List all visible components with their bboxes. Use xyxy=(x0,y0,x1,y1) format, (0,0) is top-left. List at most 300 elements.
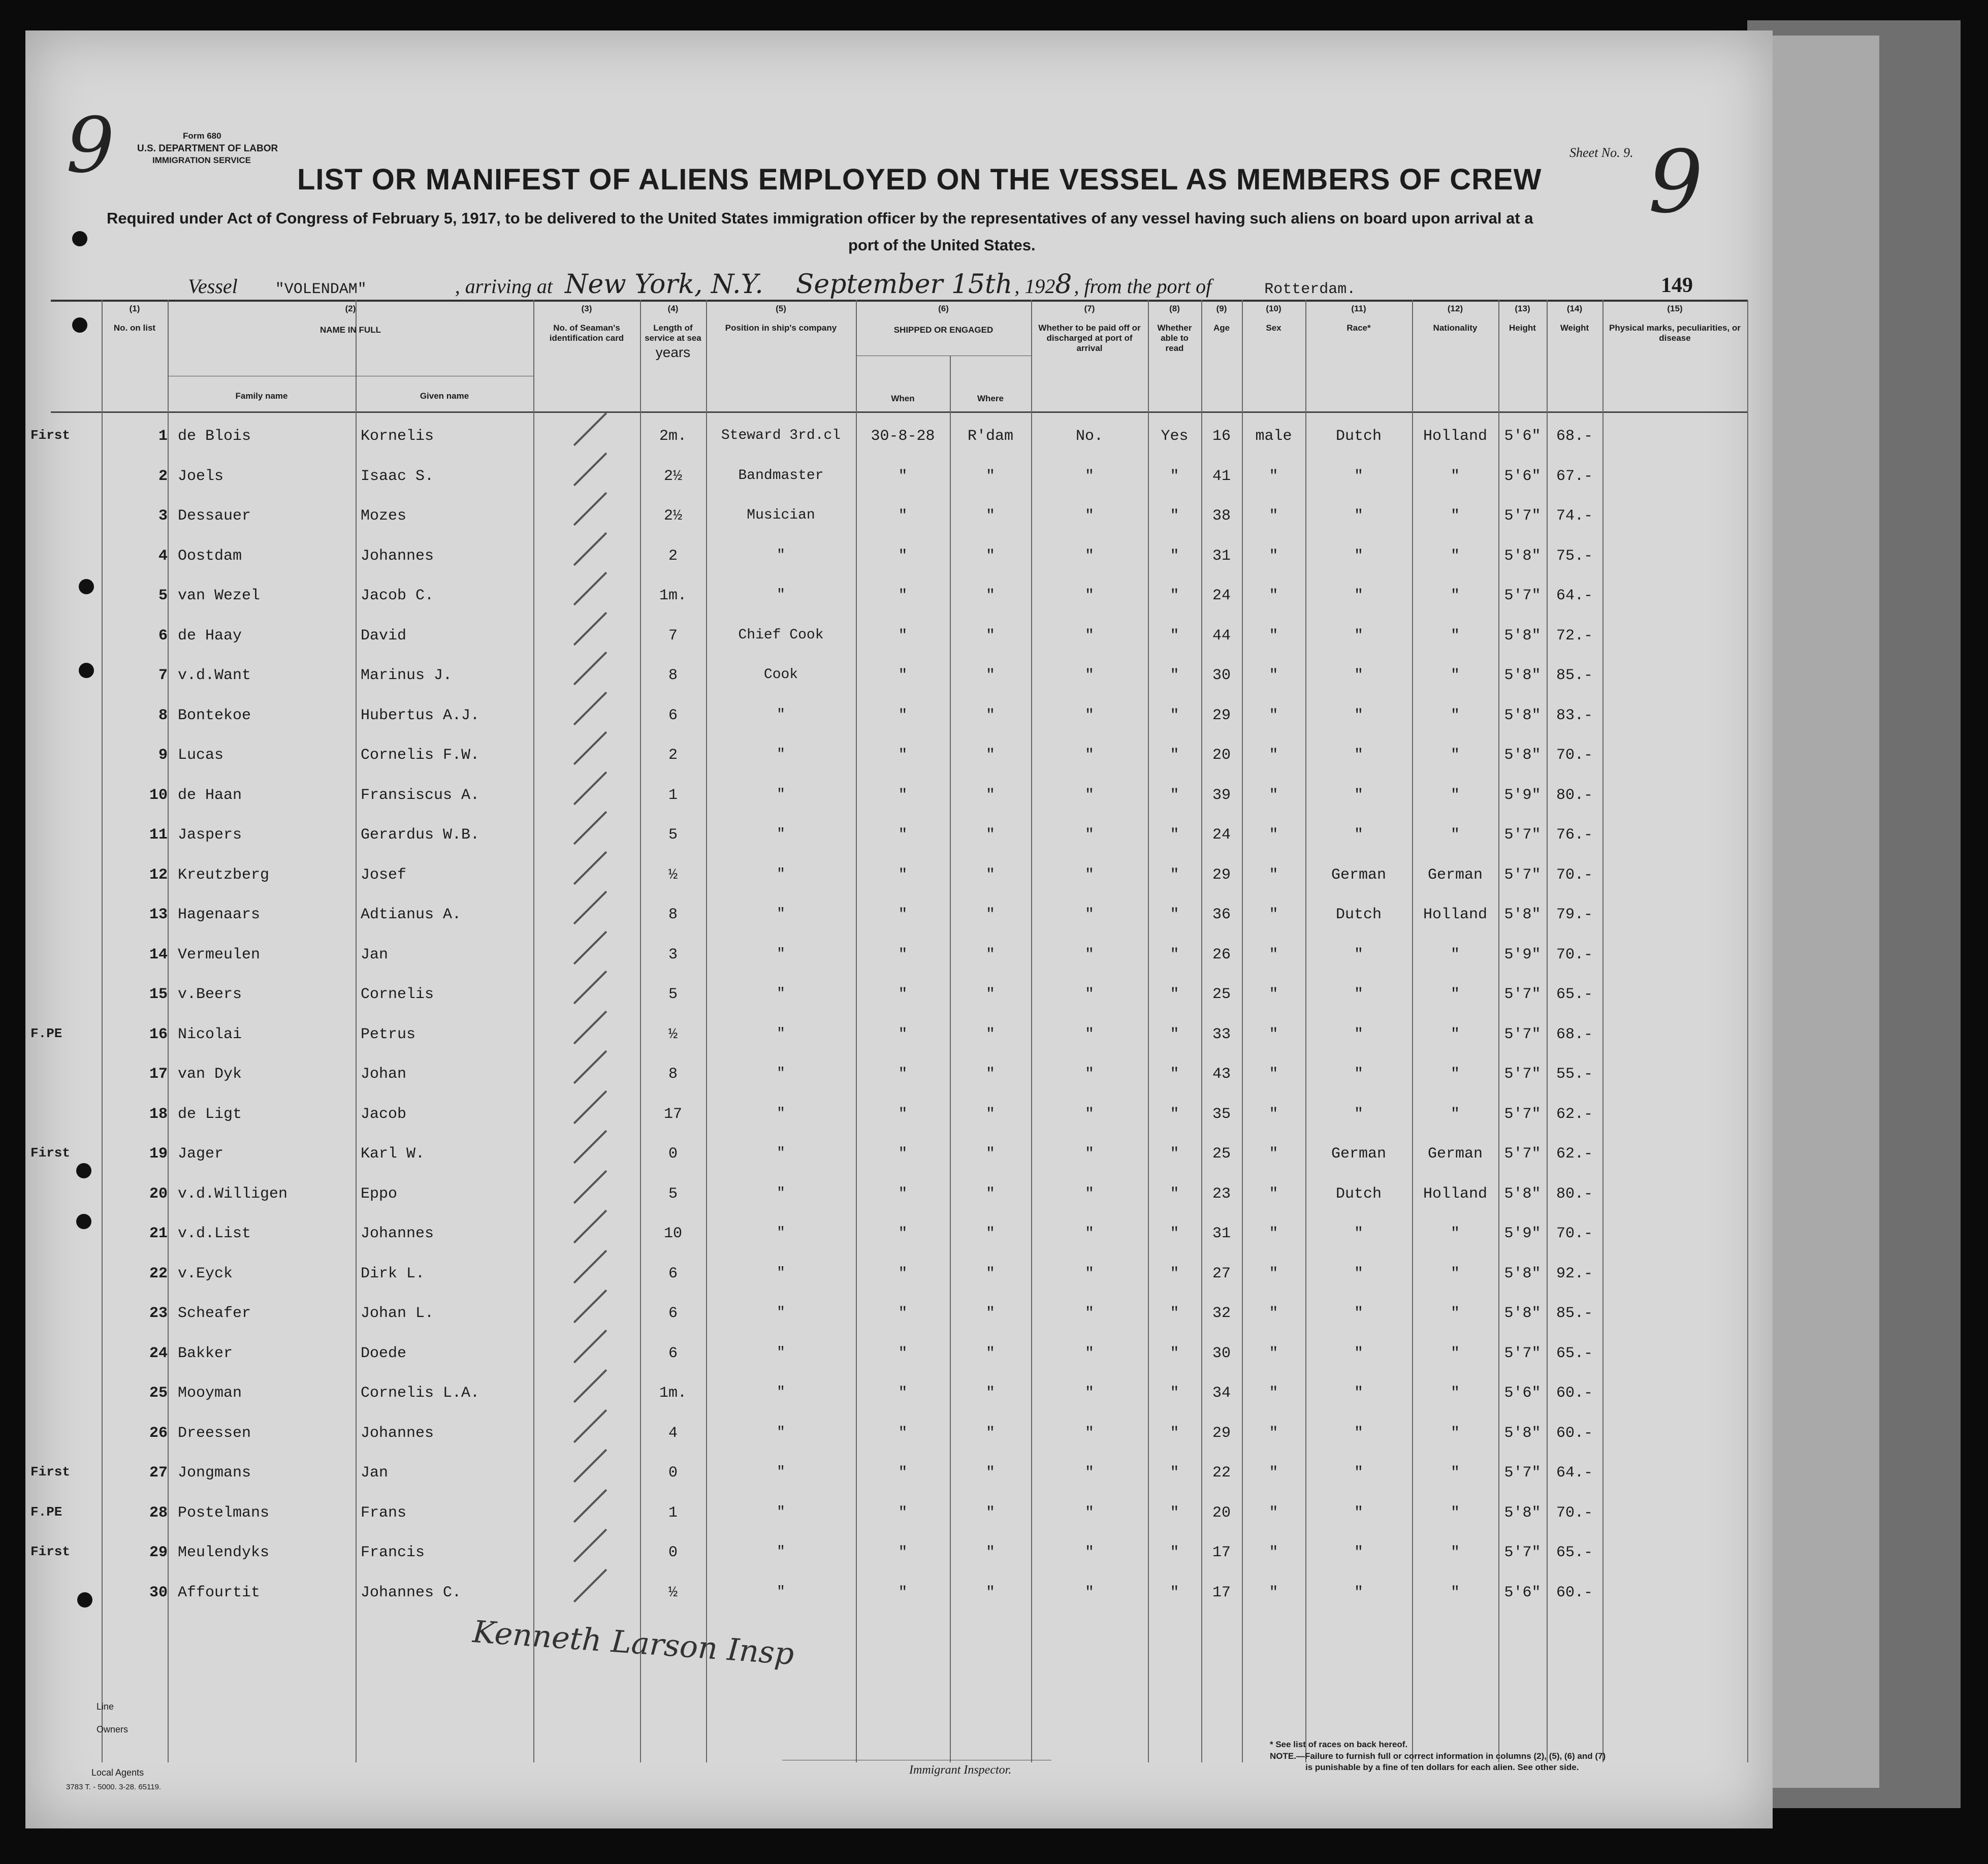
age: 17 xyxy=(1212,1544,1231,1561)
column-label: Race* xyxy=(1346,323,1371,333)
position: " xyxy=(777,587,785,603)
column-label: NAME IN FULL xyxy=(320,325,381,335)
shipped-where: " xyxy=(985,826,995,844)
family-name: Mooyman xyxy=(178,1385,242,1402)
weight: 83.- xyxy=(1556,706,1593,724)
shipped-where: R'dam xyxy=(967,428,1013,445)
paid-off: " xyxy=(1084,1424,1094,1442)
able-to-read: " xyxy=(1170,906,1179,923)
table-row xyxy=(51,815,1747,855)
given-name: Jacob C. xyxy=(361,587,434,604)
binding-hole xyxy=(77,1592,92,1608)
column-header xyxy=(1498,304,1547,333)
binding-hole xyxy=(76,1214,91,1229)
sex: " xyxy=(1269,786,1278,804)
service-length: ½ xyxy=(668,866,678,884)
id-card-checkmark xyxy=(573,1568,607,1602)
position: " xyxy=(777,1025,785,1042)
shipped-where: " xyxy=(985,667,995,684)
given-name: Cornelis F.W. xyxy=(361,747,480,764)
height: 5'7" xyxy=(1504,507,1541,525)
service-length: 5 xyxy=(668,986,678,1003)
table-row xyxy=(51,1294,1747,1334)
race: " xyxy=(1354,627,1363,645)
weight: 75.- xyxy=(1556,547,1593,565)
row-note: First xyxy=(30,428,71,443)
nationality: " xyxy=(1450,1464,1460,1482)
able-to-read: " xyxy=(1170,587,1179,604)
sex: male xyxy=(1255,428,1292,445)
id-card-checkmark xyxy=(573,891,607,924)
row-number: 14 xyxy=(149,946,168,963)
race: " xyxy=(1354,1105,1363,1123)
column-header xyxy=(1242,304,1305,333)
binding-hole xyxy=(76,1163,91,1178)
binding-hole xyxy=(72,317,87,333)
family-name: Kreutzberg xyxy=(178,866,270,884)
able-to-read: " xyxy=(1170,1584,1179,1601)
given-name: Gerardus W.B. xyxy=(361,826,480,844)
race: German xyxy=(1331,1145,1387,1163)
shipped-when: 30-8-28 xyxy=(871,428,935,445)
position: " xyxy=(777,1424,785,1440)
able-to-read: " xyxy=(1170,1504,1179,1522)
age: 24 xyxy=(1212,826,1231,844)
shipped-when: " xyxy=(898,1145,908,1163)
given-name: Karl W. xyxy=(361,1145,425,1163)
row-number: 17 xyxy=(149,1066,168,1083)
height: 5'7" xyxy=(1504,1344,1541,1362)
table-row xyxy=(51,975,1747,1015)
nationality: " xyxy=(1450,1066,1460,1083)
column-subheader: Family name xyxy=(235,391,288,401)
position: " xyxy=(777,1145,785,1161)
service-length: 2 xyxy=(668,547,678,565)
family-name: Dreessen xyxy=(178,1424,251,1442)
height: 5'6" xyxy=(1504,1584,1541,1601)
column-label: Age xyxy=(1213,323,1230,333)
column-label: Height xyxy=(1509,323,1536,333)
table-row xyxy=(30,416,1747,457)
paid-off: " xyxy=(1084,1385,1094,1402)
family-name: de Blois xyxy=(178,428,251,445)
service-length: 0 xyxy=(668,1464,678,1482)
shipped-where: " xyxy=(985,587,995,604)
able-to-read: " xyxy=(1170,667,1179,684)
row-number: 7 xyxy=(158,667,168,684)
service-length: 8 xyxy=(668,667,678,684)
column-number: (11) xyxy=(1351,304,1366,313)
race: " xyxy=(1354,1025,1363,1043)
sex: " xyxy=(1269,706,1278,724)
shipped-when: " xyxy=(898,467,908,485)
age: 31 xyxy=(1212,547,1231,565)
shipped-where: " xyxy=(985,1185,995,1203)
row-note: First xyxy=(30,1464,71,1480)
paid-off: " xyxy=(1084,946,1094,963)
row-number: 16 xyxy=(149,1025,168,1043)
race: " xyxy=(1354,1265,1363,1282)
row-number: 4 xyxy=(158,547,168,565)
weight: 60.- xyxy=(1556,1584,1593,1601)
family-name: Jongmans xyxy=(178,1464,251,1482)
shipped-when: " xyxy=(898,627,908,645)
able-to-read: " xyxy=(1170,1385,1179,1402)
height: 5'8" xyxy=(1504,1424,1541,1442)
table-top-rule xyxy=(51,300,1747,302)
id-card-checkmark xyxy=(573,452,607,486)
id-card-checkmark xyxy=(573,731,607,765)
weight: 55.- xyxy=(1556,1066,1593,1083)
height: 5'6" xyxy=(1504,467,1541,485)
sex: " xyxy=(1269,627,1278,645)
sex: " xyxy=(1269,747,1278,764)
paid-off: " xyxy=(1084,786,1094,804)
shipped-when: " xyxy=(898,1225,908,1242)
row-number: 27 xyxy=(149,1464,168,1482)
given-name: Cornelis xyxy=(361,986,434,1003)
shipped-where: " xyxy=(985,786,995,804)
family-name: Lucas xyxy=(178,747,224,764)
able-to-read: " xyxy=(1170,1265,1179,1282)
height: 5'9" xyxy=(1504,1225,1541,1242)
age: 29 xyxy=(1212,1424,1231,1442)
table-row xyxy=(51,457,1747,497)
shipped-when: " xyxy=(898,1424,908,1442)
position: Cook xyxy=(763,667,798,683)
service-length: 10 xyxy=(663,1225,682,1242)
row-number: 9 xyxy=(158,747,168,764)
page-number: 149 xyxy=(1661,274,1693,297)
service-length: 1 xyxy=(668,1504,678,1522)
service-length: 2½ xyxy=(663,507,682,525)
weight: 68.- xyxy=(1556,428,1593,445)
table-row xyxy=(51,1413,1747,1454)
paid-off: " xyxy=(1084,1544,1094,1561)
row-note: F.PE xyxy=(30,1504,62,1520)
family-name: Bakker xyxy=(178,1344,233,1362)
given-name: Cornelis L.A. xyxy=(361,1385,480,1402)
subtitle-line-2: port of the United States. xyxy=(848,236,1036,254)
nationality: " xyxy=(1450,826,1460,844)
nationality: " xyxy=(1450,1305,1460,1322)
nationality: Holland xyxy=(1423,1185,1488,1203)
row-number: 6 xyxy=(158,627,168,645)
service-length: 3 xyxy=(668,946,678,963)
arriving-label: , arriving at xyxy=(455,275,553,298)
row-number: 30 xyxy=(149,1584,168,1601)
table-row xyxy=(51,776,1747,816)
given-name: Mozes xyxy=(361,507,407,525)
column-label: Length of service at sea xyxy=(645,323,701,343)
service-label: IMMIGRATION SERVICE xyxy=(152,155,251,165)
shipped-when: " xyxy=(898,1185,908,1203)
paid-off: " xyxy=(1084,1265,1094,1282)
position: " xyxy=(777,706,785,723)
family-name: de Haay xyxy=(178,627,242,645)
age: 17 xyxy=(1212,1584,1231,1601)
row-note: First xyxy=(30,1544,71,1559)
row-number: 20 xyxy=(149,1185,168,1203)
paid-off: No. xyxy=(1075,428,1103,445)
age: 24 xyxy=(1212,587,1231,604)
shipped-when: " xyxy=(898,1025,908,1043)
table-row xyxy=(51,496,1747,536)
row-number: 15 xyxy=(149,986,168,1003)
given-name: Frans xyxy=(361,1504,407,1522)
column-label: SHIPPED OR ENGAGED xyxy=(893,325,993,335)
from-port: Rotterdam. xyxy=(1264,281,1356,298)
service-length: ½ xyxy=(668,1025,678,1043)
id-card-checkmark xyxy=(573,1170,607,1203)
sex: " xyxy=(1269,1424,1278,1442)
service-length: 6 xyxy=(668,706,678,724)
sex: " xyxy=(1269,1544,1278,1561)
position: " xyxy=(777,1504,785,1520)
sheet-number-label: Sheet No. 9. xyxy=(1569,145,1633,160)
race: " xyxy=(1354,1544,1363,1561)
inspector-signature: Kenneth Larson Insp xyxy=(471,1614,795,1673)
row-number: 29 xyxy=(149,1544,168,1561)
race: " xyxy=(1354,667,1363,684)
footnote-races: * See list of races on back hereof. xyxy=(1270,1740,1408,1749)
id-card-checkmark xyxy=(573,532,607,565)
able-to-read: " xyxy=(1170,547,1179,565)
id-card-checkmark xyxy=(573,1090,607,1123)
column-subheader: Given name xyxy=(420,391,469,401)
age: 43 xyxy=(1212,1066,1231,1083)
column-number: (13) xyxy=(1515,304,1530,313)
row-number: 23 xyxy=(149,1305,168,1322)
row-number: 13 xyxy=(149,906,168,923)
service-length: 0 xyxy=(668,1145,678,1163)
family-name: v.d.List xyxy=(178,1225,251,1242)
table-row xyxy=(51,536,1747,576)
id-card-checkmark xyxy=(573,1529,607,1562)
family-name: de Haan xyxy=(178,786,242,804)
race: " xyxy=(1354,467,1363,485)
service-length: 2½ xyxy=(663,467,682,485)
given-name: Johannes xyxy=(361,1225,434,1242)
given-name: Doede xyxy=(361,1344,407,1362)
able-to-read: " xyxy=(1170,1344,1179,1362)
column-header xyxy=(1412,304,1498,333)
race: Dutch xyxy=(1335,906,1382,923)
weight: 79.- xyxy=(1556,906,1593,923)
column-label: Physical marks, peculiarities, or disease xyxy=(1609,323,1741,343)
height: 5'8" xyxy=(1504,1265,1541,1282)
race: " xyxy=(1354,786,1363,804)
row-number: 25 xyxy=(149,1385,168,1402)
nationality: " xyxy=(1450,627,1460,645)
shipped-when: " xyxy=(898,986,908,1003)
given-name: Josef xyxy=(361,866,407,884)
id-card-checkmark xyxy=(573,930,607,964)
family-name: v.d.Willigen xyxy=(178,1185,288,1203)
column-header xyxy=(168,304,533,335)
row-number: 21 xyxy=(149,1225,168,1242)
shipped-when: " xyxy=(898,1105,908,1123)
position: " xyxy=(777,906,785,922)
shipped-when: " xyxy=(898,826,908,844)
nationality: " xyxy=(1450,507,1460,525)
sex: " xyxy=(1269,1025,1278,1043)
column-number: (4) xyxy=(667,304,679,313)
table-row xyxy=(51,1573,1747,1613)
binding-hole xyxy=(79,579,94,594)
shipped-when: " xyxy=(898,1305,908,1322)
race: " xyxy=(1354,1464,1363,1482)
able-to-read: " xyxy=(1170,826,1179,844)
table-row xyxy=(30,1134,1747,1174)
row-number: 22 xyxy=(149,1265,168,1282)
family-name: Meulendyks xyxy=(178,1544,270,1561)
age: 34 xyxy=(1212,1385,1231,1402)
race: Dutch xyxy=(1335,428,1382,445)
id-card-checkmark xyxy=(573,1050,607,1084)
column-number: (2) xyxy=(345,304,356,313)
column-label: Whether able to read xyxy=(1157,323,1192,353)
height: 5'9" xyxy=(1504,946,1541,963)
sex: " xyxy=(1269,906,1278,923)
race: " xyxy=(1354,1066,1363,1083)
weight: 70.- xyxy=(1556,946,1593,963)
nationality: Holland xyxy=(1423,906,1488,923)
race: " xyxy=(1354,547,1363,565)
age: 33 xyxy=(1212,1025,1231,1043)
id-card-checkmark xyxy=(573,691,607,725)
age: 39 xyxy=(1212,786,1231,804)
service-length: 2 xyxy=(668,747,678,764)
column-header xyxy=(640,304,706,358)
paid-off: " xyxy=(1084,747,1094,764)
shipped-where: " xyxy=(985,1225,995,1242)
id-card-checkmark xyxy=(573,412,607,446)
margin-number-left: 9 xyxy=(66,102,115,190)
height: 5'7" xyxy=(1504,1544,1541,1561)
shipped-when: " xyxy=(898,507,908,525)
table-row xyxy=(51,855,1747,895)
shipped-where: " xyxy=(985,1344,995,1362)
nationality: " xyxy=(1450,1344,1460,1362)
service-length: 4 xyxy=(668,1424,678,1442)
footer-owners-label: Owners xyxy=(97,1724,129,1734)
given-name: David xyxy=(361,627,407,645)
given-name: Johannes xyxy=(361,547,434,565)
given-name: Johannes xyxy=(361,1424,434,1442)
given-name: Fransiscus A. xyxy=(361,786,480,804)
department-label: U.S. DEPARTMENT OF LABOR xyxy=(137,143,278,154)
race: " xyxy=(1354,946,1363,963)
nationality: " xyxy=(1450,1584,1460,1601)
column-number: (14) xyxy=(1566,304,1583,313)
column-number: (15) xyxy=(1667,304,1683,313)
paid-off: " xyxy=(1084,1584,1094,1601)
table-row xyxy=(51,656,1747,696)
able-to-read: " xyxy=(1170,507,1179,525)
service-length: 6 xyxy=(668,1305,678,1322)
sex: " xyxy=(1269,1305,1278,1322)
weight: 62.- xyxy=(1556,1145,1593,1163)
shipped-when: " xyxy=(898,547,908,565)
service-length: 8 xyxy=(668,1066,678,1083)
nationality: " xyxy=(1450,1025,1460,1043)
vessel-line xyxy=(188,269,1356,300)
position: " xyxy=(777,986,785,1002)
height: 5'9" xyxy=(1504,786,1541,804)
column-rule xyxy=(1747,300,1748,1762)
sex: " xyxy=(1269,1265,1278,1282)
service-length: 0 xyxy=(668,1544,678,1561)
header-bottom-rule xyxy=(51,411,1747,413)
service-length: ½ xyxy=(668,1584,678,1601)
shipped-where: " xyxy=(985,1385,995,1402)
service-length: 5 xyxy=(668,826,678,844)
paid-off: " xyxy=(1084,1145,1094,1163)
age: 30 xyxy=(1212,667,1231,684)
height: 5'8" xyxy=(1504,547,1541,565)
nationality: " xyxy=(1450,1385,1460,1402)
given-name: Francis xyxy=(361,1544,425,1561)
table-row xyxy=(51,1054,1747,1095)
id-card-checkmark xyxy=(573,1409,607,1442)
nationality: German xyxy=(1427,1145,1483,1163)
arrival-date: September 15th xyxy=(795,269,1013,300)
race: " xyxy=(1354,1305,1363,1322)
paid-off: " xyxy=(1084,1344,1094,1362)
given-name: Dirk L. xyxy=(361,1265,425,1282)
position: " xyxy=(777,866,785,882)
sex: " xyxy=(1269,986,1278,1003)
race: " xyxy=(1354,986,1363,1003)
id-card-checkmark xyxy=(573,851,607,884)
age: 25 xyxy=(1212,986,1231,1003)
weight: 85.- xyxy=(1556,1305,1593,1322)
row-number: 24 xyxy=(149,1344,168,1362)
family-name: Dessauer xyxy=(178,507,251,525)
shipped-where: " xyxy=(985,627,995,645)
race: " xyxy=(1354,706,1363,724)
paid-off: " xyxy=(1084,706,1094,724)
paid-off: " xyxy=(1084,1504,1094,1522)
shipped-when: " xyxy=(898,747,908,764)
weight: 92.- xyxy=(1556,1265,1593,1282)
shipped-where: " xyxy=(985,1305,995,1322)
row-number: 28 xyxy=(149,1504,168,1522)
sex: " xyxy=(1269,1344,1278,1362)
able-to-read: " xyxy=(1170,1145,1179,1163)
height: 5'8" xyxy=(1504,667,1541,684)
column-header xyxy=(1305,304,1412,333)
column-label: Weight xyxy=(1560,323,1589,333)
weight: 74.- xyxy=(1556,507,1593,525)
able-to-read: " xyxy=(1170,1544,1179,1561)
manifest-page xyxy=(25,30,1773,1828)
able-to-read: " xyxy=(1170,866,1179,884)
column-label: No. of Seaman's identification card xyxy=(549,323,624,343)
race: Dutch xyxy=(1335,1185,1382,1203)
weight: 80.- xyxy=(1556,1185,1593,1203)
nationality: " xyxy=(1450,986,1460,1003)
sex: " xyxy=(1269,667,1278,684)
service-length: 1m. xyxy=(659,587,687,604)
id-card-checkmark xyxy=(573,1130,607,1164)
row-number: 26 xyxy=(149,1424,168,1442)
paid-off: " xyxy=(1084,1025,1094,1043)
footnote-penalty-1: NOTE.—Failure to furnish full or correct information in columns (2), (5), (6) and (7) xyxy=(1270,1751,1606,1761)
column-number: (6) xyxy=(938,304,949,313)
service-length: 1m. xyxy=(659,1385,687,1402)
